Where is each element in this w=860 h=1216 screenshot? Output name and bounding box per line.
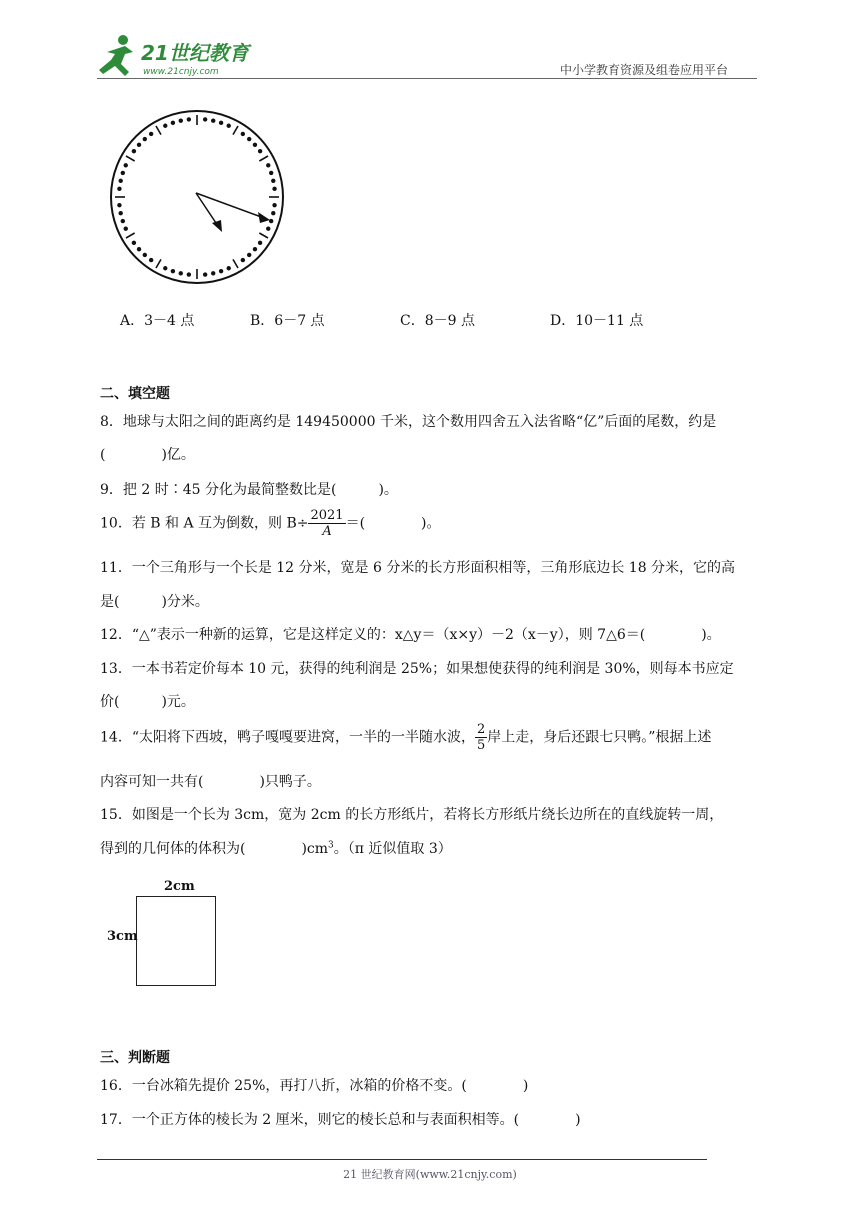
minute-dot: [253, 143, 257, 147]
minute-dot: [163, 266, 167, 270]
minute-dot: [171, 269, 175, 273]
minute-dot: [143, 253, 147, 257]
q13-line2: 价( )元。: [100, 694, 195, 710]
hour-tick: [233, 259, 238, 268]
platform-title: 中小学教育资源及组卷应用平台: [560, 63, 729, 77]
q10-numerator: 2021: [310, 508, 344, 523]
q12: 12．“△”表示一种新的运算，它是这样定义的：x△y＝（x×y）－2（x－y），则 7△6＝( )。: [100, 627, 721, 643]
q14-post: 岸上走，身后还跟七只鸭。”根据上述: [487, 729, 712, 746]
minute-dot: [271, 179, 275, 183]
minute-dot: [219, 269, 223, 273]
q13-line1: 13．一本书若定价每本 10 元，获得的纯利润是 25%；如果想使获得的纯利润是 30%，则每本书应定: [100, 661, 734, 677]
q15-line2-pre: 得到的几何体的体积为( )cm: [100, 841, 329, 857]
q14-numerator: 2: [476, 722, 486, 737]
q14-fraction: [475, 722, 487, 753]
q10: [100, 508, 441, 539]
minute-dot: [211, 119, 215, 123]
q15-line2-post: 。（π 近似值取 3）: [333, 841, 452, 857]
q10-pre: 10．若 B 和 A 互为倒数，则 B÷: [100, 515, 309, 532]
q16: 16．一台冰箱先提价 25%，再打八折，冰箱的价格不变。( ): [100, 1078, 529, 1094]
minute-dot: [241, 132, 245, 136]
minute-dot: [117, 203, 121, 207]
minute-dot: [171, 121, 175, 125]
q14-denominator: 5: [476, 738, 486, 753]
minute-dot: [247, 253, 251, 257]
rect-length-label: 3cm: [107, 929, 138, 944]
section-title-judge: 三、判断题: [100, 1050, 170, 1066]
minute-dot: [119, 179, 123, 183]
q14-line2: 内容可知一共有( )只鸭子。: [100, 774, 321, 790]
minute-dot: [269, 219, 273, 223]
hour-tick: [156, 126, 161, 135]
q8-line2: ( )亿。: [100, 447, 195, 463]
minute-dot: [272, 203, 276, 207]
q15-superscript: 3: [328, 840, 334, 851]
hour-tick: [156, 259, 161, 268]
minute-dot: [179, 271, 183, 275]
hour-hand: [196, 193, 218, 226]
q10-post: ＝( )。: [345, 515, 441, 532]
minute-dot: [266, 227, 270, 231]
minute-dot: [121, 171, 125, 175]
q11-line1: 11．一个三角形与一个长是 12 分米，宽是 6 分米的长方形面积相等，三角形底边长 18 分米，它的高: [100, 560, 736, 576]
minute-dot: [163, 124, 167, 128]
option-d: D．10－11 点: [550, 313, 644, 329]
hour-tick: [259, 156, 268, 161]
minute-dot: [143, 137, 147, 141]
q9: 9．把 2 时∶45 分化为最简整数比是( )。: [100, 482, 398, 498]
option-b: B．6－7 点: [250, 313, 325, 329]
minute-dot: [266, 163, 270, 167]
minute-dot: [121, 219, 125, 223]
rect-width-label: 2cm: [164, 879, 195, 894]
minute-dot: [227, 266, 231, 270]
minute-dot: [187, 117, 191, 121]
section-title-fill: 二、填空题: [100, 386, 170, 402]
minute-dot: [119, 211, 123, 215]
minute-dot: [247, 137, 251, 141]
minute-dot: [258, 149, 262, 153]
minute-dot: [272, 187, 276, 191]
minute-dot: [149, 132, 153, 136]
logo-text: 21世纪教育: [141, 41, 249, 65]
hour-tick: [259, 233, 268, 238]
minute-dot: [137, 143, 141, 147]
header-divider: [97, 78, 757, 79]
minute-dot: [179, 119, 183, 123]
option-a: A．3－4 点: [120, 313, 195, 329]
runner-icon: [99, 35, 133, 76]
minute-dot: [271, 211, 275, 215]
option-c: C．8－9 点: [400, 313, 475, 329]
minute-dot: [203, 117, 207, 121]
q10-denominator: A: [322, 524, 332, 539]
clock-face: [111, 111, 283, 283]
minute-dot: [124, 227, 128, 231]
minute-dot: [149, 258, 153, 262]
minute-dot: [211, 271, 215, 275]
minute-dot: [187, 272, 191, 276]
minute-dot: [258, 241, 262, 245]
hour-tick: [233, 126, 238, 135]
minute-dot: [227, 124, 231, 128]
hour-tick: [126, 233, 135, 238]
minute-hand-arrow: [258, 212, 270, 223]
logo: [95, 32, 265, 80]
q17: 17．一个正方体的棱长为 2 厘米，则它的棱长总和与表面积相等。( ): [100, 1112, 581, 1128]
minute-dot: [124, 163, 128, 167]
minute-dot: [137, 247, 141, 251]
hour-hand-arrow: [212, 220, 222, 232]
q8-line1: 8．地球与太阳之间的距离约是 149450000 千米，这个数用四舍五入法省略“亿”后面的尾数，约是: [100, 414, 717, 430]
minute-dot: [269, 171, 273, 175]
q14-line1: [100, 722, 711, 753]
q10-fraction: [308, 508, 345, 539]
rectangle-figure: [136, 896, 216, 986]
logo-url: www.21cnjy.com: [143, 67, 219, 77]
minute-dot: [241, 258, 245, 262]
minute-dot: [132, 149, 136, 153]
q11-line2: 是( )分米。: [100, 594, 209, 610]
minute-dot: [203, 272, 207, 276]
minute-hand: [196, 193, 264, 218]
minute-dot: [253, 247, 257, 251]
q15-line2: [100, 838, 452, 858]
q15-line1: 15．如图是一个长为 3cm，宽为 2cm 的长方形纸片，若将长方形纸片绕长边所在的直线旋转一周，: [100, 807, 724, 823]
minute-dot: [219, 121, 223, 125]
footer-divider: [97, 1159, 707, 1160]
clock-figure: [108, 108, 286, 286]
minute-dot: [117, 187, 121, 191]
q14-pre: 14．“太阳将下西坡，鸭子嘎嘎要进窝，一半的一半随水波，: [100, 729, 475, 746]
footer-text: 21 世纪教育网(www.21cnjy.com): [343, 1168, 517, 1181]
minute-dot: [132, 241, 136, 245]
hour-tick: [126, 156, 135, 161]
